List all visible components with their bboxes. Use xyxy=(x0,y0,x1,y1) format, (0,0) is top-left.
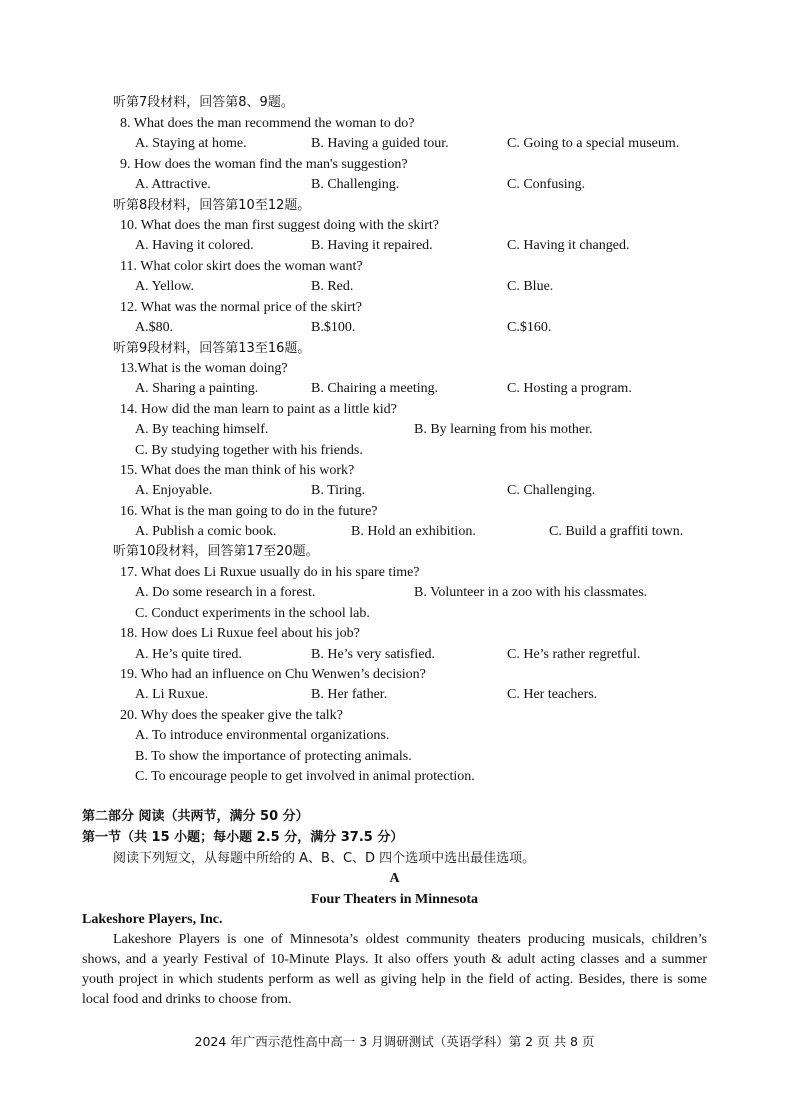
reading-instruction: 阅读下列短文，从每题中所给的 A、B、C、D 四个选项中选出最佳选项。 xyxy=(113,851,536,866)
question-text: 16. What is the man going to do in the future? xyxy=(120,504,378,519)
option-c: C. By studying together with his friends. xyxy=(135,443,363,458)
option-c: C. Her teachers. xyxy=(507,687,598,702)
option-c: C. Blue. xyxy=(507,279,554,294)
passage-title: Four Theaters in Minnesota xyxy=(310,892,479,907)
question-text: 11. What color skirt does the woman want? xyxy=(120,259,363,274)
option-c: C. Confusing. xyxy=(507,177,586,192)
section-instruction: 听第10段材料，回答第17至20题。 xyxy=(113,544,319,559)
option-b: B. Red. xyxy=(311,279,354,294)
option-c: C. Hosting a program. xyxy=(507,381,632,396)
question-text: 17. What does Li Ruxue usually do in his spare time? xyxy=(120,565,420,580)
option-a: A. Li Ruxue. xyxy=(135,687,209,702)
question-text: 18. How does Li Ruxue feel about his job? xyxy=(120,626,360,641)
section-heading: 第一节（共 15 小题；每小题 2.5 分，满分 37.5 分） xyxy=(82,830,404,845)
question-text: 10. What does the man first suggest doing with the skirt? xyxy=(120,218,439,233)
section-instruction: 听第7段材料，回答第8、9题。 xyxy=(113,95,294,110)
option-a: A. He’s quite tired. xyxy=(135,647,242,662)
option-a: A. Publish a comic book. xyxy=(135,524,277,539)
option-b: B. Hold an exhibition. xyxy=(351,524,476,539)
question-text: 19. Who had an influence on Chu Wenwen’s decision? xyxy=(120,667,426,682)
option-c: C. To encourage people to get involved in animal protection. xyxy=(135,769,475,784)
option-b: B. Her father. xyxy=(311,687,388,702)
option-a: A. Staying at home. xyxy=(135,136,247,151)
question-text: 14. How did the man learn to paint as a little kid? xyxy=(120,402,397,417)
option-c: C. Going to a special museum. xyxy=(507,136,680,151)
option-b: B. Volunteer in a zoo with his classmates. xyxy=(414,585,648,600)
option-b: B. Having a guided tour. xyxy=(311,136,449,151)
option-c: C. Conduct experiments in the school lab. xyxy=(135,606,370,621)
section-instruction: 听第9段材料，回答第13至16题。 xyxy=(113,341,311,356)
option-a: A.$80. xyxy=(135,320,174,335)
question-text: 12. What was the normal price of the skirt? xyxy=(120,300,362,315)
option-b: B. Chairing a meeting. xyxy=(311,381,439,396)
part-heading: 第二部分 阅读（共两节，满分 50 分） xyxy=(82,809,309,824)
option-b: B. By learning from his mother. xyxy=(414,422,593,437)
question-text: 8. What does the man recommend the woman to do? xyxy=(120,116,415,131)
option-a: A. Do some research in a forest. xyxy=(135,585,316,600)
option-b: B. To show the importance of protecting animals. xyxy=(135,749,412,764)
option-a: A. By teaching himself. xyxy=(135,422,269,437)
option-a: A. Having it colored. xyxy=(135,238,254,253)
passage-subheading: Lakeshore Players, Inc. xyxy=(82,912,223,927)
option-a: A. To introduce environmental organizations. xyxy=(135,728,390,743)
option-a: A. Yellow. xyxy=(135,279,194,294)
question-text: 13.What is the woman doing? xyxy=(120,361,288,376)
question-text: 15. What does the man think of his work? xyxy=(120,463,355,478)
option-c: C. Challenging. xyxy=(507,483,596,498)
option-b: B. He’s very satisfied. xyxy=(311,647,436,662)
question-text: 20. Why does the speaker give the talk? xyxy=(120,708,343,723)
option-a: A. Enjoyable. xyxy=(135,483,213,498)
option-a: A. Sharing a painting. xyxy=(135,381,259,396)
option-c: C. He’s rather regretful. xyxy=(507,647,641,662)
option-a: A. Attractive. xyxy=(135,177,211,192)
option-b: B. Challenging. xyxy=(311,177,400,192)
passage-letter: A xyxy=(389,871,400,886)
option-c: C. Having it changed. xyxy=(507,238,630,253)
option-b: B.$100. xyxy=(311,320,356,335)
option-b: B. Tiring. xyxy=(311,483,366,498)
option-b: B. Having it repaired. xyxy=(311,238,433,253)
option-c: C.$160. xyxy=(507,320,552,335)
passage-paragraph: Lakeshore Players is one of Minnesota’s oldest community theaters producing musicals, children’s shows, and a yearly Festival of 10-Minute Plays. It also offers youth & adult acting classes and a summer youth project in which students perform as well as giving help in the field of acting. Besides, there is some local food and drinks to choose from. xyxy=(82,932,707,1007)
page-footer: 2024 年广西示范性高中高一 3 月调研测试（英语学科）第 2 页 共 8 页 xyxy=(194,1034,595,1049)
question-text: 9. How does the woman find the man's suggestion? xyxy=(120,157,408,172)
option-c: C. Build a graffiti town. xyxy=(549,524,684,539)
section-instruction: 听第8段材料，回答第10至12题。 xyxy=(113,198,311,213)
